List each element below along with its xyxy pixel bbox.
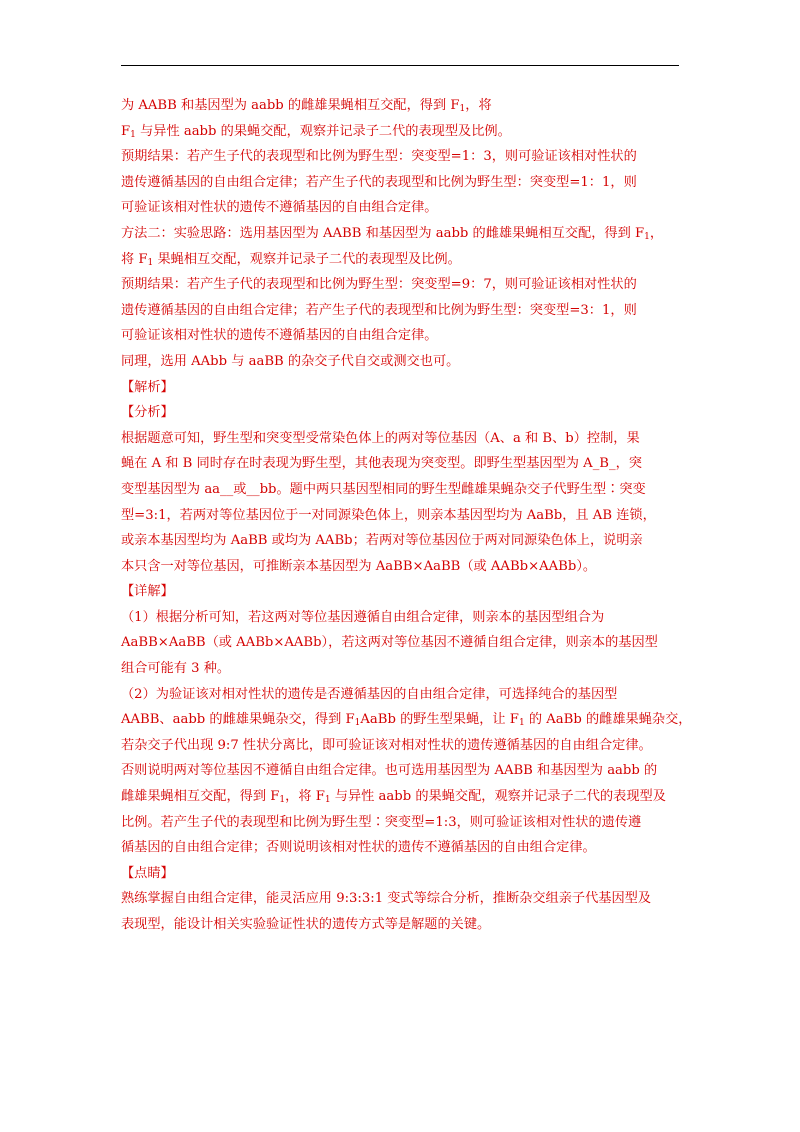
subscript: 1 (279, 795, 286, 806)
text-line (121, 195, 681, 221)
text-line (121, 605, 681, 631)
text-line (121, 758, 681, 784)
text-line (121, 503, 681, 529)
text-segment: 预期结果：若产生子代的表现型和比例为野生型：突变型=1：3，则可验证该相对性状的 (121, 149, 637, 165)
text-line (121, 630, 681, 656)
text-segment: 否则说明两对等位基因不遵循自由组合定律。也可选用基因型为 AABB 和基因型为 aabb 的 (121, 763, 658, 779)
text-segment: 可验证该相对性状的遗传不遵循基因的自由组合定律。 (121, 200, 438, 216)
text-line (121, 451, 681, 477)
text-segment: 遗传遵循基因的自由组合定律；若产生子代的表现型和比例为野生型：突变型=1：1，则 (121, 174, 637, 190)
text-line (121, 554, 681, 580)
text-segment: ，将 F (285, 789, 325, 805)
text-line (121, 349, 681, 375)
text-line (121, 272, 681, 298)
subscript: 1 (518, 718, 525, 729)
text-segment: 将 F (121, 251, 148, 267)
text-segment: 组合可能有 3 种。 (121, 661, 231, 677)
text-line (121, 707, 692, 733)
text-line (121, 912, 681, 938)
text-line (121, 477, 681, 503)
text-line (121, 400, 681, 426)
text-segment: 方法二：实验思路：选用基因型为 AABB 和基因型为 aabb 的雌雄果蝇相互交配，得到 F (121, 225, 645, 241)
text-segment: 表现型，能设计相关实验验证性状的遗传方式等是解题的关键。 (121, 917, 491, 932)
text-line (121, 221, 681, 247)
text-line (121, 323, 681, 349)
text-segment: 果蝇相互交配，观察并记录子二代的表现型及比例。 (153, 251, 461, 267)
header-rule (121, 65, 679, 66)
text-segment: 与异性 aabb 的果蝇交配，观察并记录子二代的表现型及 (330, 789, 666, 805)
subscript: 1 (130, 129, 136, 140)
text-segment: 为 AABB 和基因型为 aabb 的雌雄果蝇相互交配，得到 F (121, 98, 460, 113)
text-segment: 可验证该相对性状的遗传不遵循基因的自由组合定律。 (121, 328, 438, 344)
text-segment: 【解析】 (121, 379, 174, 395)
text-segment: 【分析】 (121, 405, 174, 421)
text-segment: 蝇在 A 和 B 同时存在时表现为野生型，其他表现为突变型。即野生型基因型为 A_B_，突 (121, 456, 642, 472)
text-line (121, 886, 681, 912)
text-line (121, 144, 681, 170)
text-line (121, 579, 681, 605)
text-line (121, 682, 681, 708)
text-segment: 【详解】 (121, 584, 174, 600)
text-segment: 或亲本基因型均为 AaBB 或均为 AABb；若两对等位基因位于两对同源染色体上，说明亲 (121, 533, 643, 549)
text-line (121, 733, 681, 759)
text-segment: （2）为验证该对相对性状的遗传是否遵循基因的自由组合定律，可选择纯合的基因型 (121, 686, 618, 702)
text-segment: 同理，选用 AAbb 与 aaBB 的杂交子代自交或测交也可。 (121, 353, 460, 369)
subscript: 1 (324, 795, 331, 806)
text-line (121, 298, 681, 324)
text-line (121, 375, 681, 401)
subscript: 1 (147, 257, 154, 268)
text-segment: AaBb 的野生型果蝇，让 F (360, 712, 519, 728)
text-segment: 变型基因型为 aa__或__bb。题中两只基因型相同的野生型雌雄果蝇杂交子代野生型∶突变 (121, 481, 646, 497)
text-segment: AaBB×AaBB（或 AABb×AABb），若这两对等位基因不遵循自组合定律，则亲本的基因型 (121, 635, 658, 651)
text-segment: 比例。若产生子代的表现型和比例为野生型∶突变型=1:3，则可验证该相对性状的遗传遵 (121, 814, 642, 830)
text-segment: 型=3:1，若两对等位基因位于一对同源染色体上，则亲本基因型均为 AaBb，且 AB 连锁， (121, 507, 656, 523)
text-line (121, 528, 681, 554)
text-line (121, 93, 681, 119)
text-segment: 预期结果：若产生子代的表现型和比例为野生型：突变型=9：7，则可验证该相对性状的 (121, 277, 637, 293)
subscript: 1 (459, 104, 466, 114)
text-segment: AABB、aabb 的雌雄果蝇杂交，得到 F (121, 712, 355, 728)
text-line (121, 835, 681, 861)
text-line (121, 656, 681, 682)
text-segment: （1）根据分析可知，若这两对等位基因遵循自由组合定律，则亲本的基因型组合为 (121, 609, 605, 625)
subscript: 1 (354, 718, 361, 729)
text-segment: 遗传遵循基因的自由组合定律；若产生子代的表现型和比例为野生型：突变型=3：1，则 (121, 302, 637, 318)
text-segment: 循基因的自由组合定律；否则说明该相对性状的遗传不遵循基因的自由组合定律。 (121, 840, 596, 856)
text-line (121, 784, 681, 810)
text-segment: 本只含一对等位基因，可推断亲本基因型为 AaBB×AaBB（或 AABb×AABb）。 (121, 558, 597, 574)
text-segment: ， (649, 225, 664, 241)
text-line (121, 426, 681, 452)
subscript: 1 (644, 231, 650, 242)
text-segment: 【点睛】 (121, 865, 174, 881)
text-segment: ，将 (465, 98, 492, 113)
answer-text-block (121, 93, 692, 938)
text-segment: 的 AaBb 的雌雄果蝇杂交， (524, 712, 692, 728)
text-segment: 雌雄果蝇相互交配，得到 F (121, 789, 280, 805)
text-segment: F (121, 123, 131, 139)
text-line (121, 861, 681, 887)
text-segment: 若杂交子代出现 9:7 性状分离比，即可验证该对相对性状的遗传遵循基因的自由组合定律。 (121, 737, 652, 753)
text-line (121, 119, 681, 145)
text-segment: 熟练掌握自由组合定律，能灵活应用 9:3:3:1 变式等综合分析，推断杂交组亲子代基因型及 (121, 891, 652, 907)
text-line (121, 170, 681, 196)
text-line (121, 810, 681, 836)
text-line (121, 247, 681, 273)
text-segment: 根据题意可知，野生型和突变型受常染色体上的两对等位基因（A、a 和 B、b）控制，果 (121, 430, 640, 446)
text-segment: 与异性 aabb 的果蝇交配，观察并记录子二代的表现型及比例。 (135, 123, 511, 139)
